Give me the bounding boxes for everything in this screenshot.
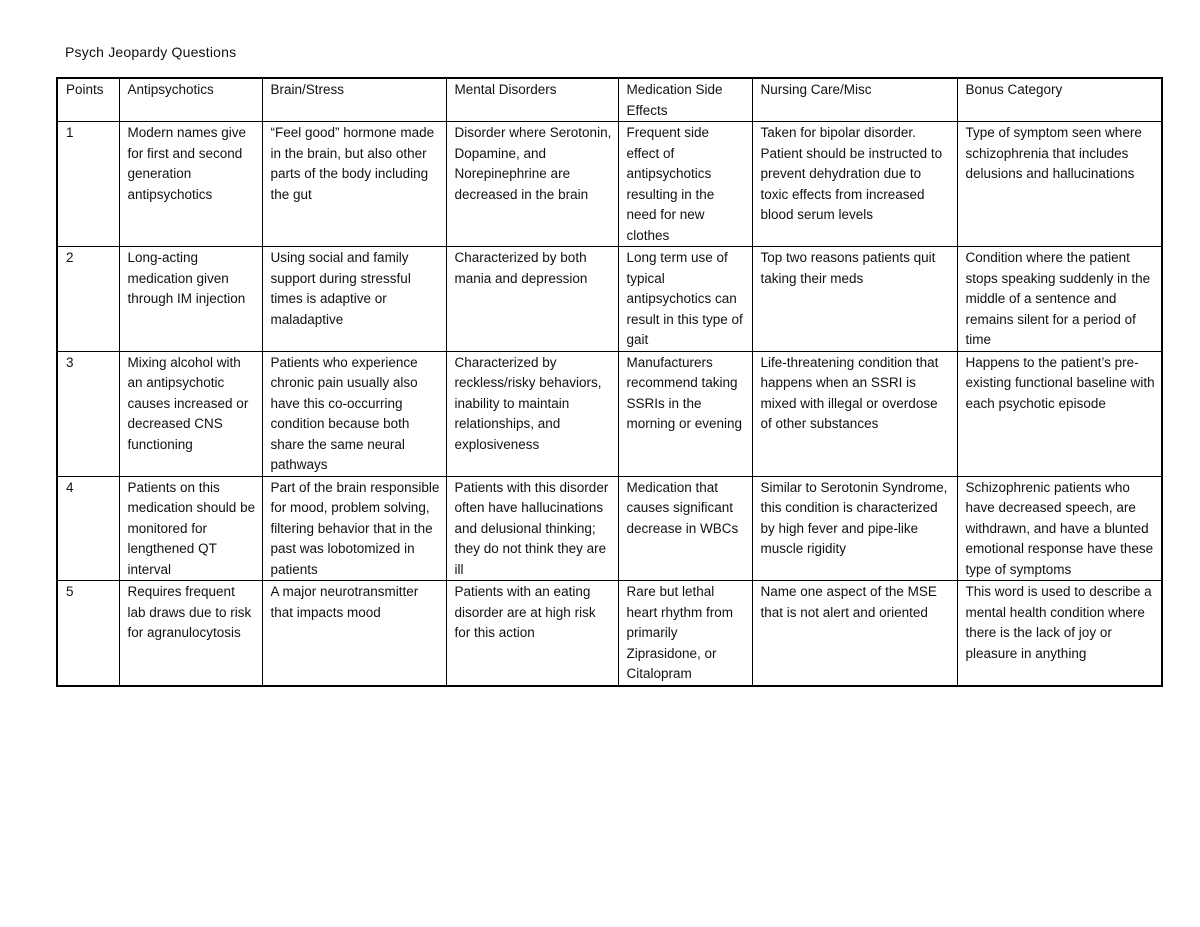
question-cell: Happens to the patient’s pre-existing functional baseline with each psychotic episode [957, 351, 1162, 476]
question-cell: Requires frequent lab draws due to risk for agranulocytosis [119, 581, 262, 686]
table-row [57, 247, 1162, 352]
question-cell: Similar to Serotonin Syndrome, this condition is characterized by high fever and pipe-like muscle rigidity [752, 476, 957, 581]
question-cell: Patients who experience chronic pain usually also have this co-occurring condition because both share the same neural pathways [262, 351, 446, 476]
header-mental-disorders: Mental Disorders [446, 78, 618, 122]
question-cell: Condition where the patient stops speaking suddenly in the middle of a sentence and remains silent for a period of time [957, 247, 1162, 352]
page-title: Psych Jeopardy Questions [65, 44, 237, 60]
question-cell: Type of symptom seen where schizophrenia that includes delusions and hallucinations [957, 122, 1162, 247]
question-cell: Life-threatening condition that happens when an SSRI is mixed with illegal or overdose of other substances [752, 351, 957, 476]
points-cell: 4 [57, 476, 119, 581]
question-cell: Manufacturers recommend taking SSRIs in the morning or evening [618, 351, 752, 476]
header-antipsychotics: Antipsychotics [119, 78, 262, 122]
question-cell: Characterized by both mania and depression [446, 247, 618, 352]
question-cell: Disorder where Serotonin, Dopamine, and Norepinephrine are decreased in the brain [446, 122, 618, 247]
question-cell: “Feel good” hormone made in the brain, but also other parts of the body including the gut [262, 122, 446, 247]
header-points: Points [57, 78, 119, 122]
question-cell: Long-acting medication given through IM injection [119, 247, 262, 352]
header-brain-stress: Brain/Stress [262, 78, 446, 122]
question-cell: Long term use of typical antipsychotics can result in this type of gait [618, 247, 752, 352]
question-cell: Rare but lethal heart rhythm from primarily Ziprasidone, or Citalopram [618, 581, 752, 686]
question-cell: Part of the brain responsible for mood, problem solving, filtering behavior that in the past was lobotomized in patients [262, 476, 446, 581]
question-cell: Using social and family support during stressful times is adaptive or maladaptive [262, 247, 446, 352]
question-cell: Mixing alcohol with an antipsychotic causes increased or decreased CNS functioning [119, 351, 262, 476]
question-cell: Frequent side effect of antipsychotics resulting in the need for new clothes [618, 122, 752, 247]
question-cell: Schizophrenic patients who have decreased speech, are withdrawn, and have a blunted emotional response have these type of symptoms [957, 476, 1162, 581]
points-cell: 3 [57, 351, 119, 476]
question-cell: Patients with this disorder often have hallucinations and delusional thinking; they do not think they are ill [446, 476, 618, 581]
jeopardy-table [56, 77, 1163, 687]
question-cell: Patients on this medication should be monitored for lengthened QT interval [119, 476, 262, 581]
table-body [57, 122, 1162, 686]
table-row [57, 581, 1162, 686]
header-row [57, 78, 1162, 122]
header-nursing-care-misc: Nursing Care/Misc [752, 78, 957, 122]
table-row [57, 122, 1162, 247]
question-cell: Taken for bipolar disorder. Patient should be instructed to prevent dehydration due to toxic effects from increased blood serum levels [752, 122, 957, 247]
question-cell: Name one aspect of the MSE that is not alert and oriented [752, 581, 957, 686]
header-bonus-category: Bonus Category [957, 78, 1162, 122]
question-cell: A major neurotransmitter that impacts mood [262, 581, 446, 686]
question-cell: Characterized by reckless/risky behaviors, inability to maintain relationships, and explosiveness [446, 351, 618, 476]
points-cell: 1 [57, 122, 119, 247]
table-header [57, 78, 1162, 122]
question-cell: This word is used to describe a mental health condition where there is the lack of joy or pleasure in anything [957, 581, 1162, 686]
question-cell: Patients with an eating disorder are at high risk for this action [446, 581, 618, 686]
header-medication-side-effects: Medication Side Effects [618, 78, 752, 122]
table-row [57, 351, 1162, 476]
question-cell: Modern names give for first and second generation antipsychotics [119, 122, 262, 247]
question-cell: Medication that causes significant decrease in WBCs [618, 476, 752, 581]
points-cell: 5 [57, 581, 119, 686]
points-cell: 2 [57, 247, 119, 352]
table-row [57, 476, 1162, 581]
question-cell: Top two reasons patients quit taking their meds [752, 247, 957, 352]
